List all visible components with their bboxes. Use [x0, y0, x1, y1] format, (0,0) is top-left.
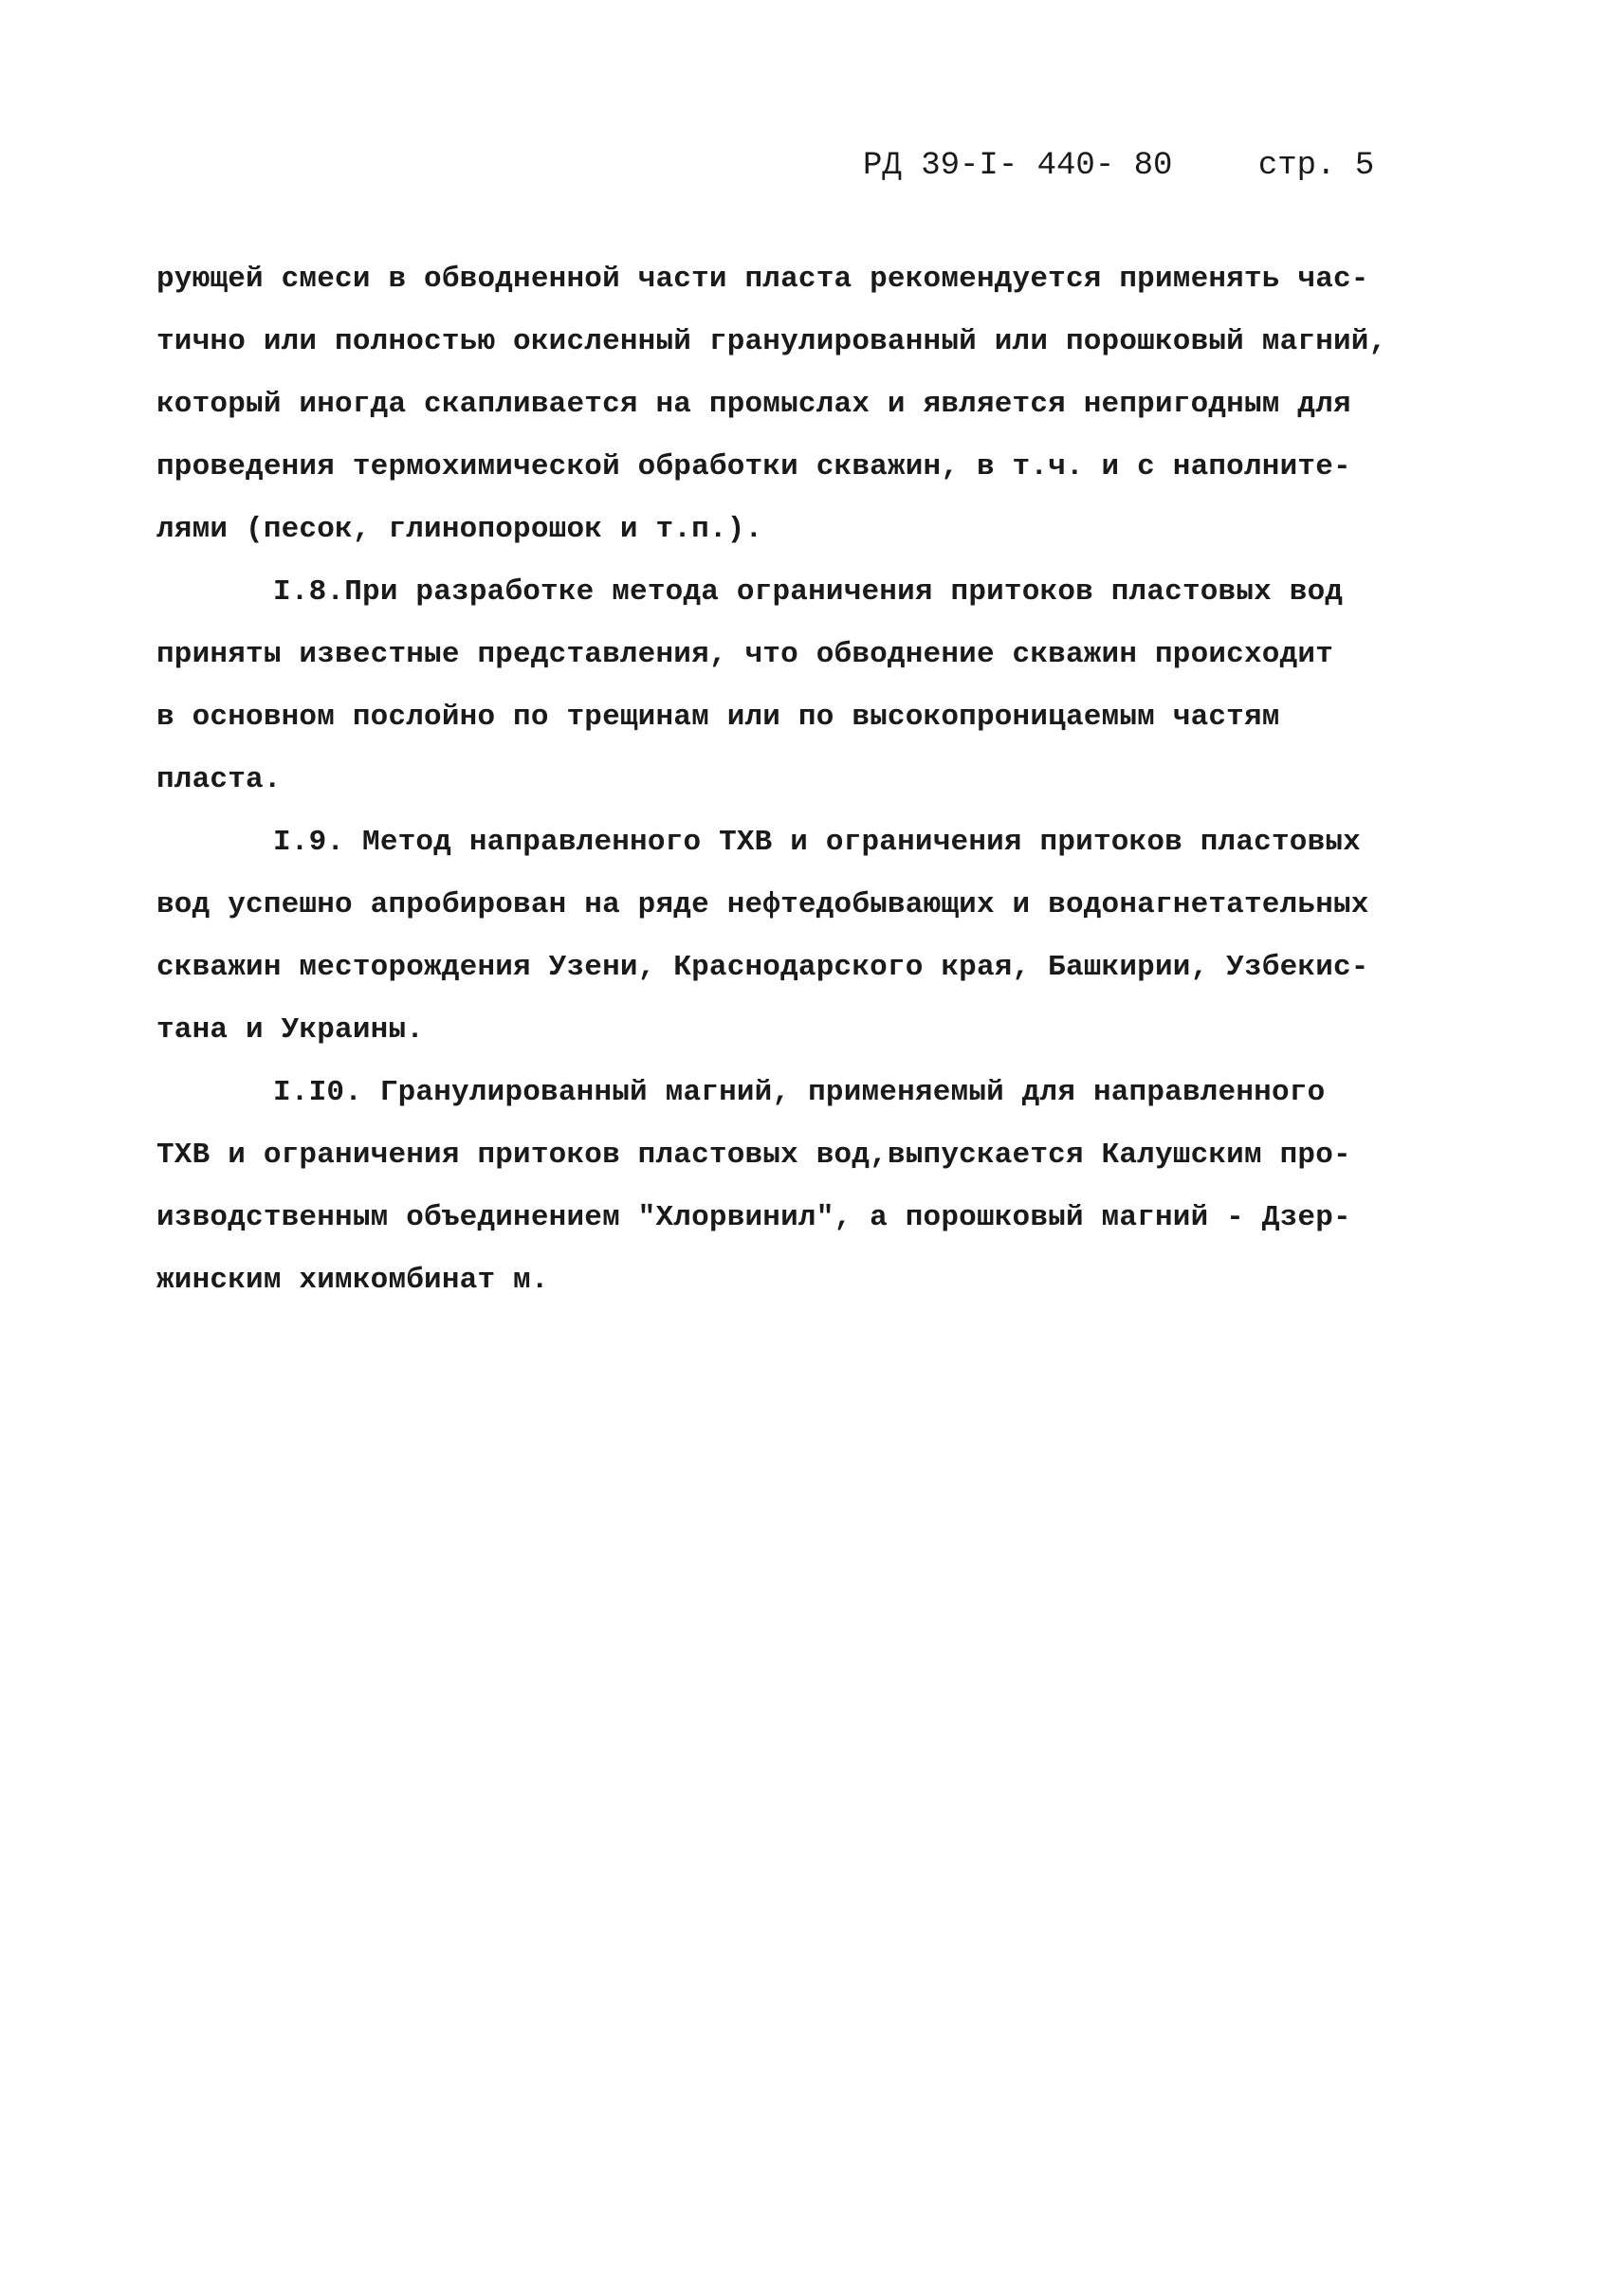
page-header: [863, 142, 1375, 190]
text-line: вод успешно апробирован на ряде нефтедобывающих и водонагнетательных: [156, 888, 1369, 921]
paragraph-1-10-start: I.I0. Гранулированный магний, применяемый для направленного: [273, 1076, 1326, 1109]
text-line: ТХВ и ограничения притоков пластовых вод,выпускается Калушским про-: [156, 1139, 1351, 1172]
body-text: [156, 248, 1484, 1312]
text-line: изводственным объединением "Хлорвинил", а порошковый магний - Дзер-: [156, 1201, 1351, 1234]
text-line: лями (песок, глинопорошок и т.п.).: [156, 513, 763, 546]
text-line: тично или полностью окисленный гранулированный или порошковый магний,: [156, 325, 1387, 358]
paragraph-1-9-start: I.9. Метод направленного ТХВ и ограничения притоков пластовых: [273, 826, 1361, 859]
text-line: жинским химкомбинат м.: [156, 1264, 549, 1297]
text-line: рующей смеси в обводненной части пласта рекомендуется применять час-: [156, 263, 1369, 296]
text-line: в основном послойно по трещинам или по высокопроницаемым частям: [156, 701, 1280, 734]
paragraph-1-8-start: I.8.При разработке метода ограничения притоков пластовых вод: [273, 575, 1344, 609]
text-line: приняты известные представления, что обводнение скважин происходит: [156, 638, 1333, 671]
text-line: который иногда скапливается на промыслах и является непригодным для: [156, 388, 1351, 421]
text-line: тана и Украины.: [156, 1013, 425, 1047]
document-code: РД 39-I- 440- 80: [863, 148, 1173, 184]
text-line: пласта.: [156, 763, 282, 796]
page-number: стр. 5: [1257, 148, 1375, 184]
text-line: скважин месторождения Узени, Краснодарского края, Башкирии, Узбекис-: [156, 951, 1369, 984]
text-line: проведения термохимической обработки скважин, в т.ч. и с наполните-: [156, 450, 1351, 483]
